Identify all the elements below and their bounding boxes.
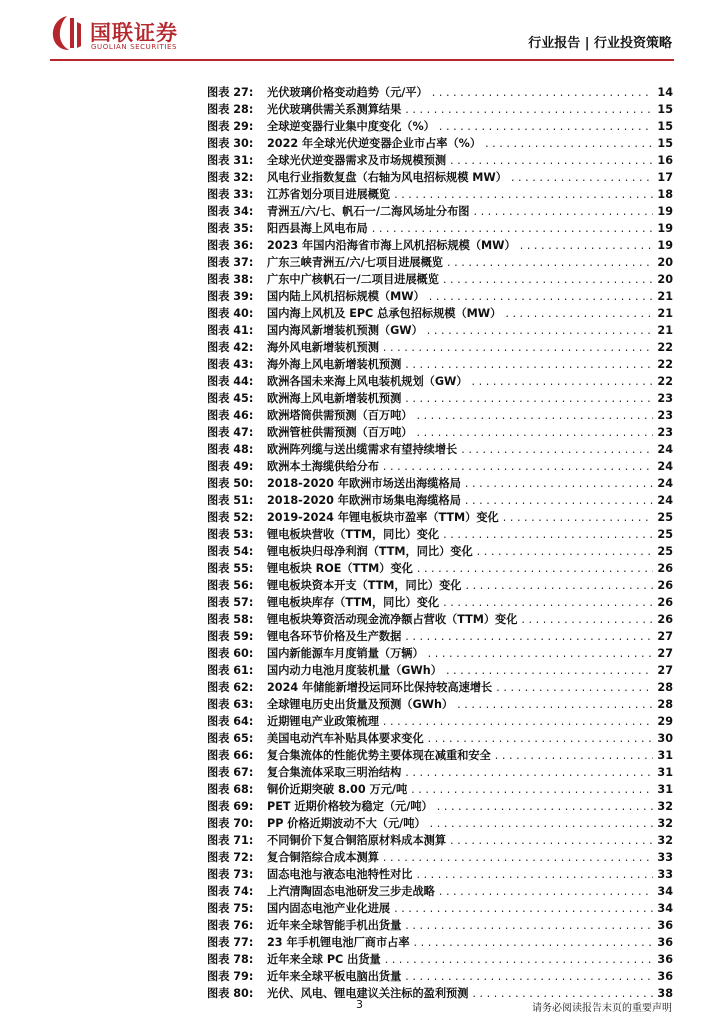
toc-entry-label: 图表 68: — [207, 783, 254, 796]
toc-dot-leader — [416, 424, 653, 441]
toc-dot-leader — [411, 781, 653, 798]
toc-entry-page: 15 — [657, 103, 673, 116]
toc-entry-page: 26 — [657, 579, 673, 592]
toc-dot-leader — [416, 866, 653, 883]
toc-entry-label: 图表 33: — [207, 188, 254, 201]
toc-entry-title: 广东三峡青洲五/六/七项目进展概览 — [267, 256, 443, 269]
toc-entry-page: 26 — [657, 562, 673, 575]
toc-entry-label: 图表 37: — [207, 256, 254, 269]
toc-entry-title: 美国电动汽车补贴具体要求变化 — [267, 732, 424, 745]
toc-entry-label: 图表 30: — [207, 137, 254, 150]
toc-dot-leader — [485, 135, 653, 152]
toc-entry-label: 图表 51: — [207, 494, 254, 507]
toc-entry[interactable] — [207, 917, 673, 934]
toc-entry[interactable] — [207, 594, 673, 611]
toc-entry-title: 锂电板块资本开支（TTM，同比）变化 — [267, 579, 462, 592]
toc-dot-leader — [503, 509, 653, 526]
toc-entry[interactable] — [207, 101, 673, 118]
toc-entry-title: 锂电板块库存（TTM，同比）变化 — [267, 596, 440, 609]
toc-dot-leader — [427, 322, 653, 339]
toc-entry[interactable] — [207, 781, 673, 798]
toc-entry-label: 图表 36: — [207, 239, 254, 252]
toc-entry[interactable] — [207, 237, 673, 254]
toc-entry-page: 30 — [657, 732, 673, 745]
toc-entry-label: 图表 75: — [207, 902, 254, 915]
toc-dot-leader — [405, 968, 653, 985]
toc-entry-page: 25 — [657, 511, 673, 524]
toc-entry[interactable] — [207, 934, 673, 951]
toc-entry-title: 固态电池与液态电池特性对比 — [267, 868, 413, 881]
toc-entry-title: 上汽清陶固态电池研发三步走战略 — [267, 885, 435, 898]
toc-entry-page: 24 — [657, 443, 673, 456]
toc-entry[interactable] — [207, 679, 673, 696]
toc-entry-title: 2019-2024 年锂电板块市盈率（TTM）变化 — [267, 511, 499, 524]
toc-entry[interactable] — [207, 373, 673, 390]
toc-entry-title: 2023 年国内沿海省市海上风机招标规模（MW） — [267, 239, 516, 252]
toc-dot-leader — [405, 356, 653, 373]
toc-entry-page: 23 — [657, 409, 673, 422]
toc-dot-leader — [465, 577, 653, 594]
toc-entry-title: 国内海上风机及 EPC 总承包招标规模（MW） — [267, 307, 502, 320]
toc-entry-title: 青洲五/六/七、帆石一/二海风场址分布图 — [267, 205, 470, 218]
toc-entry-label: 图表 45: — [207, 392, 254, 405]
toc-entry-title: 风电行业指数复盘（右轴为风电招标规模 MW） — [267, 171, 507, 184]
toc-entry-page: 21 — [657, 307, 673, 320]
toc-entry-page: 17 — [657, 171, 673, 184]
toc-entry[interactable] — [207, 152, 673, 169]
toc-dot-leader — [511, 169, 653, 186]
disclaimer-note: 请务必阅读报告末页的重要声明 — [532, 1003, 672, 1014]
toc-entry-page: 31 — [657, 749, 673, 762]
toc-entry[interactable] — [207, 220, 673, 237]
toc-entry-title: 铜价近期突破 8.00 万元/吨 — [267, 783, 408, 796]
toc-entry[interactable] — [207, 135, 673, 152]
toc-entry-page: 31 — [657, 783, 673, 796]
toc-entry[interactable] — [207, 186, 673, 203]
toc-entry-label: 图表 56: — [207, 579, 254, 592]
toc-entry-page: 15 — [657, 120, 673, 133]
toc-dot-leader — [383, 339, 653, 356]
toc-entry-title: 近期锂电产业政策梳理 — [267, 715, 379, 728]
toc-dot-leader — [495, 747, 653, 764]
toc-entry-title: 国内新能源车月度销量（万辆） — [267, 647, 424, 660]
toc-entry-label: 图表 59: — [207, 630, 254, 643]
toc-dot-leader — [477, 543, 653, 560]
toc-entry-title: 国内陆上风机招标规模（MW） — [267, 290, 425, 303]
toc-entry-page: 22 — [657, 375, 673, 388]
toc-entry-label: 图表 80: — [207, 987, 254, 1000]
toc-entry[interactable] — [207, 254, 673, 271]
toc-entry-page: 29 — [657, 715, 673, 728]
toc-entry[interactable] — [207, 662, 673, 679]
toc-entry[interactable] — [207, 271, 673, 288]
toc-entry[interactable] — [207, 866, 673, 883]
toc-entry-title: 近年来全球 PC 出货量 — [267, 953, 381, 966]
toc-dot-leader — [437, 798, 653, 815]
toc-entry[interactable] — [207, 203, 673, 220]
toc-entry-label: 图表 55: — [207, 562, 254, 575]
toc-dot-leader — [496, 679, 653, 696]
toc-dot-leader — [429, 288, 653, 305]
toc-dot-leader — [385, 951, 653, 968]
toc-entry-page: 19 — [657, 222, 673, 235]
toc-entry-title: 锂电各环节价格及生产数据 — [267, 630, 402, 643]
toc-entry-label: 图表 53: — [207, 528, 254, 541]
toc-entry[interactable] — [207, 883, 673, 900]
toc-entry-label: 图表 44: — [207, 375, 254, 388]
toc-dot-leader — [430, 815, 653, 832]
toc-entry-label: 图表 47: — [207, 426, 254, 439]
toc-entry[interactable] — [207, 696, 673, 713]
toc-entry[interactable] — [207, 424, 673, 441]
toc-entry[interactable] — [207, 543, 673, 560]
toc-entry-title: 2018-2020 年欧洲市场送出海缆格局 — [267, 477, 461, 490]
page-header — [0, 0, 724, 64]
toc-entry-page: 28 — [657, 698, 673, 711]
toc-entry-page: 22 — [657, 341, 673, 354]
toc-entry-label: 图表 58: — [207, 613, 254, 626]
toc-entry[interactable] — [207, 849, 673, 866]
toc-entry-label: 图表 34: — [207, 205, 254, 218]
toc-entry-page: 33 — [657, 851, 673, 864]
toc-dot-leader — [461, 441, 653, 458]
toc-entry-label: 图表 28: — [207, 103, 254, 116]
toc-entry[interactable] — [207, 118, 673, 135]
toc-entry-page: 19 — [657, 205, 673, 218]
toc-entry-page: 22 — [657, 358, 673, 371]
toc-dot-leader — [473, 203, 653, 220]
logo-chinese-text: 国联证券 — [90, 21, 178, 45]
toc-dot-leader — [505, 305, 653, 322]
toc-dot-leader — [465, 492, 653, 509]
toc-dot-leader — [372, 220, 653, 237]
toc-dot-leader — [383, 849, 653, 866]
toc-dot-leader — [394, 186, 653, 203]
toc-dot-leader — [405, 390, 653, 407]
toc-entry[interactable] — [207, 798, 673, 815]
toc-entry[interactable] — [207, 169, 673, 186]
toc-entry-page: 38 — [657, 987, 673, 1000]
logo-english-text: GUOLIAN SECURITIES — [91, 43, 178, 51]
toc-entry[interactable] — [207, 628, 673, 645]
toc-entry-page: 27 — [657, 647, 673, 660]
toc-entry-page: 26 — [657, 613, 673, 626]
toc-dot-leader — [432, 84, 653, 101]
toc-entry-title: 光伏、风电、锂电建议关注标的盈利预测 — [267, 987, 469, 1000]
toc-entry-page: 20 — [657, 273, 673, 286]
page-number: 3 — [356, 998, 363, 1011]
toc-dot-leader — [520, 237, 653, 254]
toc-entry-title: 欧洲本土海缆供给分布 — [267, 460, 379, 473]
toc-entry-title: 2018-2020 年欧洲市场集电海缆格局 — [267, 494, 461, 507]
toc-entry-title: 广东中广核帆石一/二项目进展概览 — [267, 273, 439, 286]
toc-entry-page: 25 — [657, 545, 673, 558]
toc-entry-page: 25 — [657, 528, 673, 541]
toc-entry-page: 36 — [657, 970, 673, 983]
toc-entry-page: 23 — [657, 426, 673, 439]
toc-entry-label: 图表 72: — [207, 851, 254, 864]
toc-entry-page: 36 — [657, 953, 673, 966]
toc-entry-label: 图表 41: — [207, 324, 254, 337]
toc-entry[interactable] — [207, 747, 673, 764]
toc-entry-title: 近年来全球平板电脑出货量 — [267, 970, 402, 983]
guolian-logo — [50, 14, 210, 54]
toc-entry-title: 复合集流体采取三明治结构 — [267, 766, 402, 779]
toc-dot-leader — [450, 832, 653, 849]
toc-entry-title: 近年来全球智能手机出货量 — [267, 919, 402, 932]
toc-dot-leader — [416, 407, 653, 424]
toc-entry-label: 图表 38: — [207, 273, 254, 286]
toc-entry-title: 欧洲各国未来海上风电装机规划（GW） — [267, 375, 468, 388]
toc-entry-title: 复合集流体的性能优势主要体现在减重和安全 — [267, 749, 491, 762]
toc-entry-label: 图表 39: — [207, 290, 254, 303]
toc-entry-page: 32 — [657, 817, 673, 830]
toc-dot-leader — [457, 696, 653, 713]
toc-entry-title: 国内海风新增装机预测（GW） — [267, 324, 423, 337]
toc-entry[interactable] — [207, 305, 673, 322]
toc-dot-leader — [428, 730, 653, 747]
toc-entry[interactable] — [207, 764, 673, 781]
toc-entry[interactable] — [207, 492, 673, 509]
toc-entry-label: 图表 42: — [207, 341, 254, 354]
toc-entry[interactable] — [207, 713, 673, 730]
toc-entry-title: 光伏玻璃供需关系测算结果 — [267, 103, 402, 116]
toc-entry-page: 34 — [657, 902, 673, 915]
toc-entry[interactable] — [207, 832, 673, 849]
toc-entry-label: 图表 76: — [207, 919, 254, 932]
toc-entry-page: 24 — [657, 477, 673, 490]
toc-dot-leader — [428, 645, 653, 662]
toc-entry-label: 图表 79: — [207, 970, 254, 983]
toc-entry-page: 27 — [657, 630, 673, 643]
toc-dot-leader — [472, 373, 653, 390]
toc-entry[interactable] — [207, 509, 673, 526]
toc-dot-leader — [405, 628, 653, 645]
toc-entry-label: 图表 77: — [207, 936, 254, 949]
toc-dot-leader — [465, 475, 653, 492]
toc-entry-title: 锂电板块筹资活动现金流净额占营收（TTM）变化 — [267, 613, 518, 626]
toc-entry-label: 图表 73: — [207, 868, 254, 881]
toc-entry-title: 欧洲海上风电新增装机预测 — [267, 392, 402, 405]
toc-entry[interactable] — [207, 390, 673, 407]
toc-entry-page: 31 — [657, 766, 673, 779]
toc-dot-leader — [417, 560, 653, 577]
toc-entry-title: 锂电板块 ROE（TTM）变化 — [267, 562, 413, 575]
toc-entry-page: 33 — [657, 868, 673, 881]
toc-entry-page: 18 — [657, 188, 673, 201]
toc-dot-leader — [394, 900, 653, 917]
toc-entry-title: 欧洲阵列缆与送出缆需求有望持续增长 — [267, 443, 458, 456]
toc-entry-page: 24 — [657, 460, 673, 473]
toc-entry-label: 图表 78: — [207, 953, 254, 966]
toc-entry-label: 图表 66: — [207, 749, 254, 762]
toc-entry-label: 图表 67: — [207, 766, 254, 779]
toc-entry[interactable] — [207, 475, 673, 492]
toc-dot-leader — [521, 611, 653, 628]
toc-entry-label: 图表 40: — [207, 307, 254, 320]
toc-dot-leader — [447, 254, 653, 271]
toc-entry-label: 图表 52: — [207, 511, 254, 524]
toc-entry-page: 21 — [657, 290, 673, 303]
toc-entry-label: 图表 50: — [207, 477, 254, 490]
toc-entry-label: 图表 48: — [207, 443, 254, 456]
toc-entry-label: 图表 60: — [207, 647, 254, 660]
toc-dot-leader — [383, 458, 653, 475]
toc-entry[interactable] — [207, 900, 673, 917]
toc-entry-label: 图表 46: — [207, 409, 254, 422]
toc-entry[interactable] — [207, 84, 673, 101]
toc-entry[interactable] — [207, 458, 673, 475]
toc-entry-page: 26 — [657, 596, 673, 609]
toc-dot-leader — [443, 526, 653, 543]
toc-entry-label: 图表 61: — [207, 664, 254, 677]
toc-entry-page: 36 — [657, 936, 673, 949]
toc-entry[interactable] — [207, 645, 673, 662]
toc-entry-page: 34 — [657, 885, 673, 898]
toc-entry[interactable] — [207, 288, 673, 305]
document-type: 行业报告 | 行业投资策略 — [528, 36, 672, 51]
toc-entry-title: 锂电板块营收（TTM，同比）变化 — [267, 528, 440, 541]
toc-dot-leader — [405, 764, 653, 781]
toc-entry-label: 图表 65: — [207, 732, 254, 745]
toc-entry-label: 图表 27: — [207, 86, 254, 99]
toc-entry-label: 图表 71: — [207, 834, 254, 847]
toc-entry-page: 36 — [657, 919, 673, 932]
toc-entry-label: 图表 64: — [207, 715, 254, 728]
toc-dot-leader — [439, 883, 653, 900]
toc-entry-page: 20 — [657, 256, 673, 269]
toc-entry-page: 27 — [657, 664, 673, 677]
toc-entry[interactable] — [207, 577, 673, 594]
toc-entry-label: 图表 43: — [207, 358, 254, 371]
toc-dot-leader — [405, 917, 653, 934]
toc-entry[interactable] — [207, 339, 673, 356]
toc-entry-label: 图表 70: — [207, 817, 254, 830]
figure-index-list — [207, 84, 673, 1002]
toc-entry-title: 国内动力电池月度装机量（GWh） — [267, 664, 442, 677]
toc-entry-title: 23 年手机锂电池厂商市占率 — [267, 936, 410, 949]
toc-entry-label: 图表 31: — [207, 154, 254, 167]
toc-entry[interactable] — [207, 407, 673, 424]
toc-dot-leader — [383, 713, 653, 730]
toc-entry-page: 21 — [657, 324, 673, 337]
toc-entry-title: 阳西县海上风电布局 — [267, 222, 368, 235]
toc-entry-label: 图表 63: — [207, 698, 254, 711]
toc-dot-leader — [450, 152, 653, 169]
toc-entry-page: 23 — [657, 392, 673, 405]
toc-entry[interactable] — [207, 951, 673, 968]
toc-entry-title: 不同铜价下复合铜箔原材料成本测算 — [267, 834, 447, 847]
toc-entry[interactable] — [207, 611, 673, 628]
toc-entry-title: PET 近期价格较为稳定（元/吨） — [267, 800, 433, 813]
toc-entry-page: 15 — [657, 137, 673, 150]
toc-entry[interactable] — [207, 730, 673, 747]
toc-entry-title: 国内固态电池产业化进展 — [267, 902, 391, 915]
toc-entry-page: 32 — [657, 800, 673, 813]
toc-entry[interactable] — [207, 560, 673, 577]
toc-entry-page: 28 — [657, 681, 673, 694]
toc-entry-page: 32 — [657, 834, 673, 847]
toc-entry-title: 欧洲塔筒供需预测（百万吨） — [267, 409, 413, 422]
toc-entry[interactable] — [207, 322, 673, 339]
toc-entry-title: 全球光伏逆变器需求及市场规模预测 — [267, 154, 447, 167]
toc-entry-page: 16 — [657, 154, 673, 167]
toc-entry-title: 全球逆变器行业集中度变化（%） — [267, 120, 435, 133]
toc-entry-page: 14 — [657, 86, 673, 99]
toc-entry-title: 海外风电新增装机预测 — [267, 341, 379, 354]
toc-entry-label: 图表 57: — [207, 596, 254, 609]
guolian-logo-icon — [50, 14, 84, 52]
toc-entry-label: 图表 32: — [207, 171, 254, 184]
toc-entry-page: 19 — [657, 239, 673, 252]
toc-entry-title: 海外海上风电新增装机预测 — [267, 358, 402, 371]
toc-entry-title: PP 价格近期波动不大（元/吨） — [267, 817, 426, 830]
toc-dot-leader — [414, 934, 653, 951]
toc-entry[interactable] — [207, 441, 673, 458]
toc-dot-leader — [443, 594, 653, 611]
toc-entry[interactable] — [207, 968, 673, 985]
toc-entry-label: 图表 49: — [207, 460, 254, 473]
toc-entry-label: 图表 69: — [207, 800, 254, 813]
toc-entry-page: 24 — [657, 494, 673, 507]
toc-entry[interactable] — [207, 815, 673, 832]
toc-entry-title: 2022 年全球光伏逆变器企业市占率（%） — [267, 137, 482, 150]
toc-entry-title: 2024 年储能新增投运同环比保持较高速增长 — [267, 681, 493, 694]
toc-entry-title: 光伏玻璃价格变动趋势（元/平） — [267, 86, 428, 99]
toc-dot-leader — [443, 271, 653, 288]
toc-dot-leader — [446, 662, 653, 679]
toc-entry-label: 图表 54: — [207, 545, 254, 558]
toc-entry-title: 江苏省划分项目进展概览 — [267, 188, 391, 201]
toc-entry-title: 欧洲管桩供需预测（百万吨） — [267, 426, 413, 439]
toc-dot-leader — [439, 118, 653, 135]
toc-entry-title: 全球锂电历史出货量及预测（GWh） — [267, 698, 454, 711]
toc-entry-title: 锂电板块归母净利润（TTM，同比）变化 — [267, 545, 473, 558]
toc-entry-label: 图表 29: — [207, 120, 254, 133]
toc-entry-label: 图表 62: — [207, 681, 254, 694]
toc-dot-leader — [405, 101, 653, 118]
toc-entry-title: 复合铜箔综合成本测算 — [267, 851, 379, 864]
toc-entry-label: 图表 35: — [207, 222, 254, 235]
toc-entry[interactable] — [207, 356, 673, 373]
toc-entry-label: 图表 74: — [207, 885, 254, 898]
toc-entry[interactable] — [207, 526, 673, 543]
header-divider — [50, 59, 674, 61]
